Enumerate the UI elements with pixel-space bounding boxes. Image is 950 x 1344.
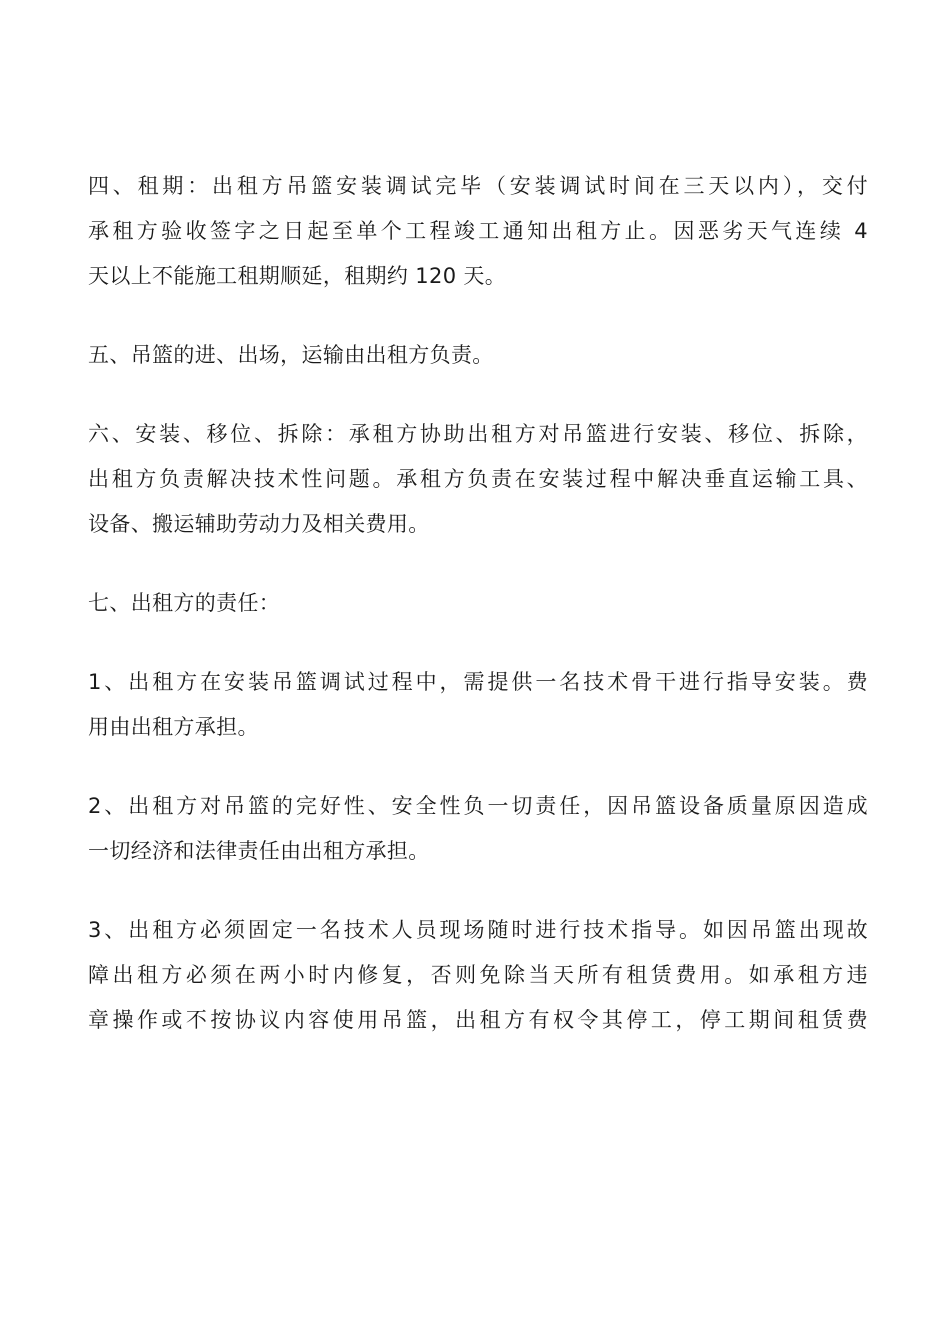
text-line: 天以上不能施工租期顺延，租期约 120 天。 xyxy=(88,264,507,288)
text-line: 六、安装、移位、拆除：承租方协助出租方对吊篮进行安装、移位、拆除， xyxy=(88,422,868,446)
text-line: 3、出租方必须固定一名技术人员现场随时进行技术指导。如因吊篮出现故 xyxy=(88,918,868,942)
text-line: 五、吊篮的进、出场，运输由出租方负责。 xyxy=(88,343,494,367)
paragraph-section-6-installation xyxy=(88,412,868,547)
paragraph-section-7-heading xyxy=(88,581,868,626)
paragraph-item-3 xyxy=(88,908,868,1043)
text-line: 出租方负责解决技术性问题。承租方负责在安装过程中解决垂直运输工具、 xyxy=(88,467,868,491)
text-line: 2、出租方对吊篮的完好性、安全性负一切责任，因吊篮设备质量原因造成 xyxy=(88,794,868,818)
text-line: 用由出租方承担。 xyxy=(88,715,259,739)
text-line: 章操作或不按协议内容使用吊篮，出租方有权令其停工，停工期间租赁费 xyxy=(88,1008,868,1032)
document-body xyxy=(88,164,868,1077)
text-line: 设备、搬运辅助劳动力及相关费用。 xyxy=(88,512,430,536)
text-line: 障出租方必须在两小时内修复，否则免除当天所有租赁费用。如承租方违 xyxy=(88,963,868,987)
text-line: 一切经济和法律责任由出租方承担。 xyxy=(88,839,430,863)
paragraph-section-4-lease-term xyxy=(88,164,868,299)
text-line: 1、出租方在安装吊篮调试过程中，需提供一名技术骨干进行指导安装。费 xyxy=(88,670,868,694)
text-line: 承租方验收签字之日起至单个工程竣工通知出租方止。因恶劣天气连续 4 xyxy=(88,219,868,243)
paragraph-section-5-transport xyxy=(88,333,868,378)
text-line: 四、租期：出租方吊篮安装调试完毕（安装调试时间在三天以内），交付 xyxy=(88,174,868,198)
paragraph-item-2 xyxy=(88,784,868,874)
paragraph-item-1 xyxy=(88,660,868,750)
section-heading: 七、出租方的责任： xyxy=(88,591,281,615)
